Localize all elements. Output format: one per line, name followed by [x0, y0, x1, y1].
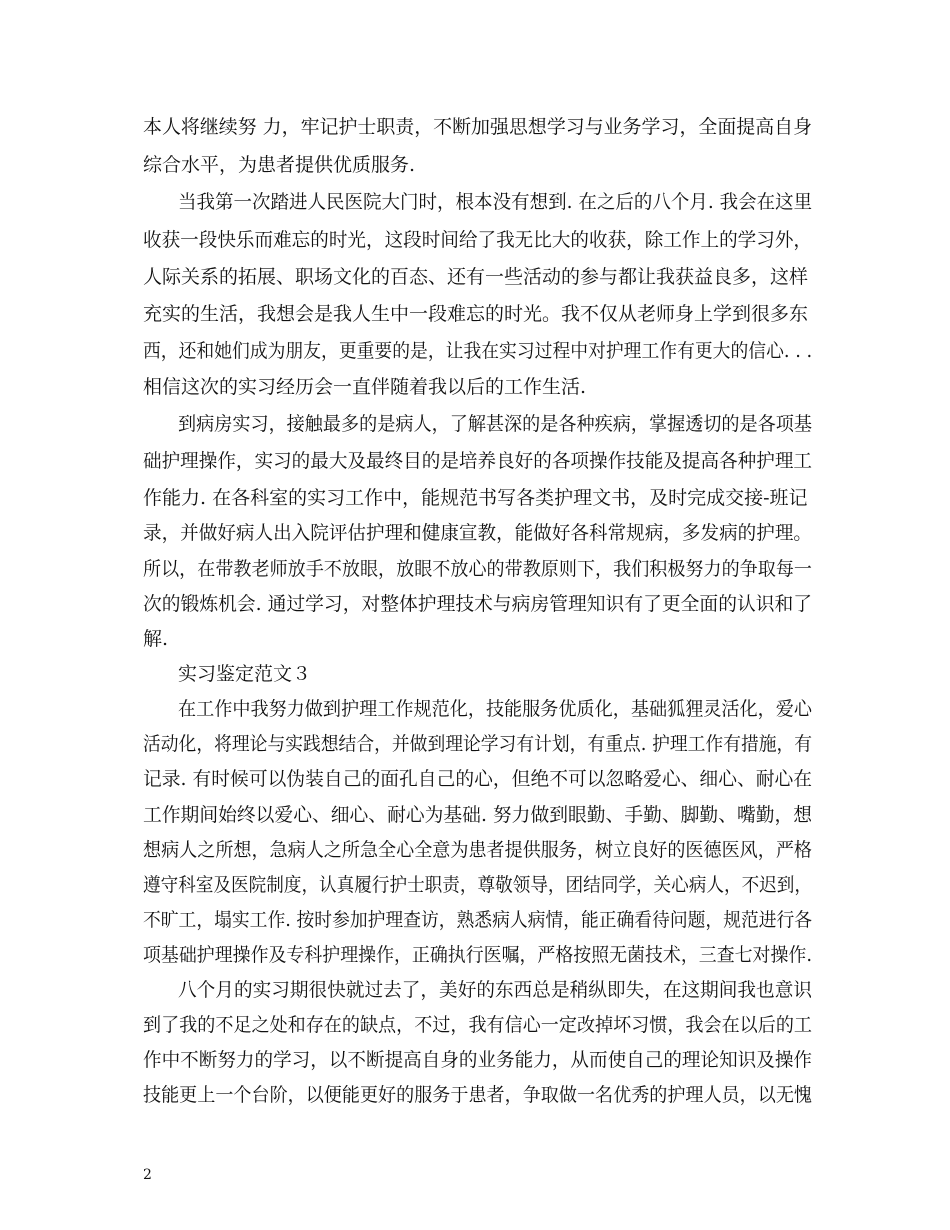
text-line: 人际关系的拓展、职场文化的百态、还有一些活动的参与都让我获益良多，这样 — [143, 266, 809, 288]
text-line: 作中不断努力的学习，以不断提高自身的业务能力，从而使自己的理论知识及操作 — [143, 1049, 813, 1071]
text-line: 本人将继续努 力，牢记护士职责，不断加强思想学习与业务学习，全面提高自身 — [143, 116, 813, 138]
paragraph-first-line: 到病房实习，接触最多的是病人，了解甚深的是各种疾病，掌握透切的是各项基 — [178, 413, 813, 435]
text-line: 遵守科室及医院制度，认真履行护士职责，尊敬领导，团结同学，关心病人，不迟到， — [143, 874, 813, 896]
text-line: 础护理操作，实习的最大及最终目的是培养良好的各项操作技能及提高各种护理工 — [143, 450, 813, 472]
text-line: 技能更上一个台阶，以便能更好的服务于患者，争取做一名优秀的护理人员，以无愧 — [143, 1084, 813, 1106]
paragraph-first-line: 八个月的实习期很快就过去了，美好的东西总是稍纵即失，在这期间我也意识 — [178, 979, 813, 1001]
text-line: 次的锻炼机会. 通过学习，对整体护理技术与病房管理知识有了更全面的认识和了 — [143, 593, 813, 615]
text-line: 到了我的不足之处和存在的缺点，不过，我有信心一定改掉坏习惯，我会在以后的工 — [143, 1014, 813, 1036]
text-line: 不旷工，塌实工作. 按时参加护理查访，熟悉病人病情，能正确看待问题，规范进行各 — [143, 909, 813, 931]
text-line: 作能力. 在各科室的实习工作中，能规范书写各类护理文书，及时完成交接-班记 — [143, 487, 808, 509]
paragraph-first-line: 在工作中我努力做到护理工作规范化，技能服务优质化，基础狐狸灵活化，爱心 — [178, 698, 813, 720]
text-line: 综合水平，为患者提供优质服务. — [143, 154, 416, 176]
text-line: 相信这次的实习经历会一直伴随着我以后的工作生活. — [143, 376, 587, 398]
text-line: 工作期间始终以爱心、细心、耐心为基础. 努力做到眼勤、手勤、脚勤、嘴勤，想 — [143, 804, 813, 826]
text-line: 记录. 有时候可以伪装自己的面孔自己的心，但绝不可以忽略爱心、细心、耐心在 — [143, 768, 813, 790]
text-line: 西，还和她们成为朋友，更重要的是，让我在实习过程中对护理工作有更大的信心. . . — [143, 340, 813, 362]
text-line: 解. — [143, 628, 169, 650]
text-line: 活动化，将理论与实践想结合，并做到理论学习有计划，有重点. 护理工作有措施，有 — [143, 733, 813, 755]
text-line: 想病人之所想，急病人之所急全心全意为患者提供服务，树立良好的医德医风，严格 — [143, 839, 813, 861]
text-line: 录，并做好病人出入院评估护理和健康宣教，能做好各科常规病，多发病的护理。 — [143, 522, 813, 544]
text-line: 充实的生活，我想会是我人生中一段难忘的时光。我不仅从老师身上学到很多东 — [143, 303, 809, 325]
page-number: 2 — [143, 1167, 152, 1183]
text-line: 所以，在带教老师放手不放眼，放眼不放心的带教原则下，我们积极努力的争取每一 — [143, 558, 813, 580]
text-line: 收获一段快乐而难忘的时光，这段时间给了我无比大的收获，除工作上的学习外， — [143, 229, 813, 251]
section-heading: 实习鉴定范文３ — [178, 663, 312, 685]
text-line: 项基础护理操作及专科护理操作，正确执行医嘱，严格按照无菌技术，三查七对操作. — [143, 944, 813, 966]
paragraph-first-line: 当我第一次踏进人民医院大门时，根本没有想到. 在之后的八个月. 我会在这里 — [178, 191, 813, 213]
